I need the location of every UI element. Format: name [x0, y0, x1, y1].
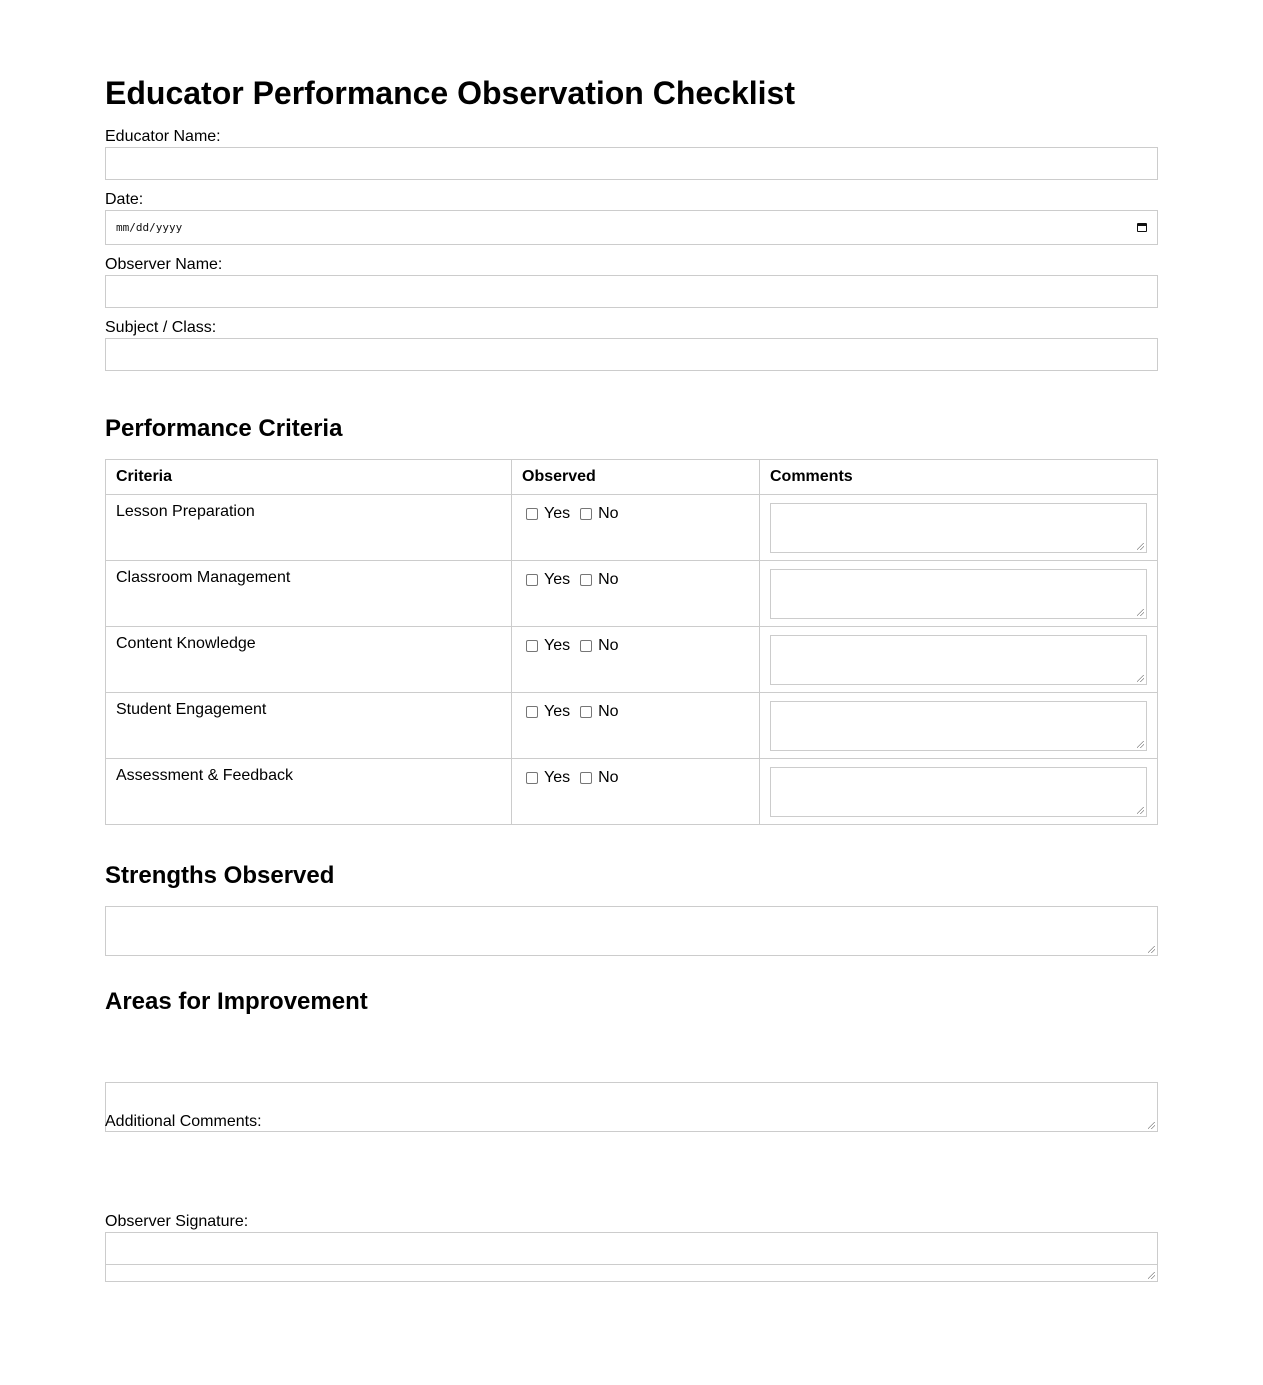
- yes-label[interactable]: Yes: [544, 769, 571, 786]
- yes-label[interactable]: Yes: [544, 703, 571, 720]
- no-checkbox[interactable]: [580, 508, 592, 520]
- educator-name-input[interactable]: [105, 147, 1158, 180]
- strengths-heading: Strengths Observed: [105, 862, 335, 889]
- additional-comments-label: Additional Comments:: [105, 1113, 262, 1130]
- comment-textarea[interactable]: [770, 635, 1147, 685]
- no-label[interactable]: No: [598, 505, 619, 522]
- observed-cell: [512, 495, 760, 561]
- criteria-table: [105, 459, 1158, 825]
- comments-cell: [760, 495, 1158, 561]
- observer-name-label: Observer Name:: [105, 256, 223, 273]
- comments-cell: [760, 693, 1158, 759]
- criteria-name: Assessment & Feedback: [106, 759, 512, 825]
- yes-checkbox[interactable]: [526, 640, 538, 652]
- resize-handle-icon[interactable]: [1148, 1122, 1155, 1129]
- observer-signature-input[interactable]: [105, 1232, 1158, 1265]
- table-row: [106, 627, 1158, 693]
- strengths-textarea[interactable]: [105, 906, 1158, 956]
- resize-handle-icon[interactable]: [1137, 543, 1144, 550]
- calendar-icon[interactable]: [1137, 223, 1147, 232]
- resize-handle-icon[interactable]: [1137, 609, 1144, 616]
- yes-label[interactable]: Yes: [544, 637, 571, 654]
- improvement-textarea[interactable]: [105, 1082, 1158, 1132]
- no-checkbox[interactable]: [580, 772, 592, 784]
- comments-cell: [760, 759, 1158, 825]
- column-header-criteria: Criteria: [106, 460, 512, 495]
- no-label[interactable]: No: [598, 769, 619, 786]
- comments-cell: [760, 627, 1158, 693]
- observer-name-input[interactable]: [105, 275, 1158, 308]
- resize-handle-icon[interactable]: [1137, 741, 1144, 748]
- table-row: [106, 495, 1158, 561]
- subject-class-label: Subject / Class:: [105, 319, 217, 336]
- comment-textarea[interactable]: [770, 503, 1147, 553]
- observed-cell: [512, 627, 760, 693]
- table-row: [106, 561, 1158, 627]
- no-checkbox[interactable]: [580, 574, 592, 586]
- observed-cell: [512, 759, 760, 825]
- date-input[interactable]: [105, 210, 1158, 245]
- resize-handle-icon[interactable]: [1148, 946, 1155, 953]
- observer-signature-label: Observer Signature:: [105, 1213, 249, 1230]
- resize-handle-icon[interactable]: [1137, 675, 1144, 682]
- table-row: [106, 759, 1158, 825]
- performance-criteria-heading: Performance Criteria: [105, 415, 343, 442]
- comment-textarea[interactable]: [770, 569, 1147, 619]
- column-header-observed: Observed: [512, 460, 760, 495]
- page-title: Educator Performance Observation Checklist: [105, 75, 795, 111]
- no-label[interactable]: No: [598, 637, 619, 654]
- comment-textarea[interactable]: [770, 767, 1147, 817]
- yes-checkbox[interactable]: [526, 508, 538, 520]
- date-placeholder: mm/dd/yyyy: [116, 221, 183, 234]
- table-header-row: [106, 460, 1158, 495]
- subject-class-input[interactable]: [105, 338, 1158, 371]
- yes-checkbox[interactable]: [526, 706, 538, 718]
- table-row: [106, 693, 1158, 759]
- no-label[interactable]: No: [598, 703, 619, 720]
- date-label: Date:: [105, 191, 144, 208]
- criteria-name: Classroom Management: [106, 561, 512, 627]
- observed-cell: [512, 693, 760, 759]
- yes-checkbox[interactable]: [526, 772, 538, 784]
- criteria-name: Student Engagement: [106, 693, 512, 759]
- improvement-heading: Areas for Improvement: [105, 988, 368, 1015]
- no-checkbox[interactable]: [580, 706, 592, 718]
- criteria-name: Lesson Preparation: [106, 495, 512, 561]
- comments-cell: [760, 561, 1158, 627]
- resize-handle-icon[interactable]: [1148, 1272, 1155, 1279]
- yes-checkbox[interactable]: [526, 574, 538, 586]
- no-checkbox[interactable]: [580, 640, 592, 652]
- observed-cell: [512, 561, 760, 627]
- criteria-name: Content Knowledge: [106, 627, 512, 693]
- educator-name-label: Educator Name:: [105, 128, 221, 145]
- column-header-comments: Comments: [760, 460, 1158, 495]
- yes-label[interactable]: Yes: [544, 571, 571, 588]
- no-label[interactable]: No: [598, 571, 619, 588]
- comment-textarea[interactable]: [770, 701, 1147, 751]
- resize-handle-icon[interactable]: [1137, 807, 1144, 814]
- yes-label[interactable]: Yes: [544, 505, 571, 522]
